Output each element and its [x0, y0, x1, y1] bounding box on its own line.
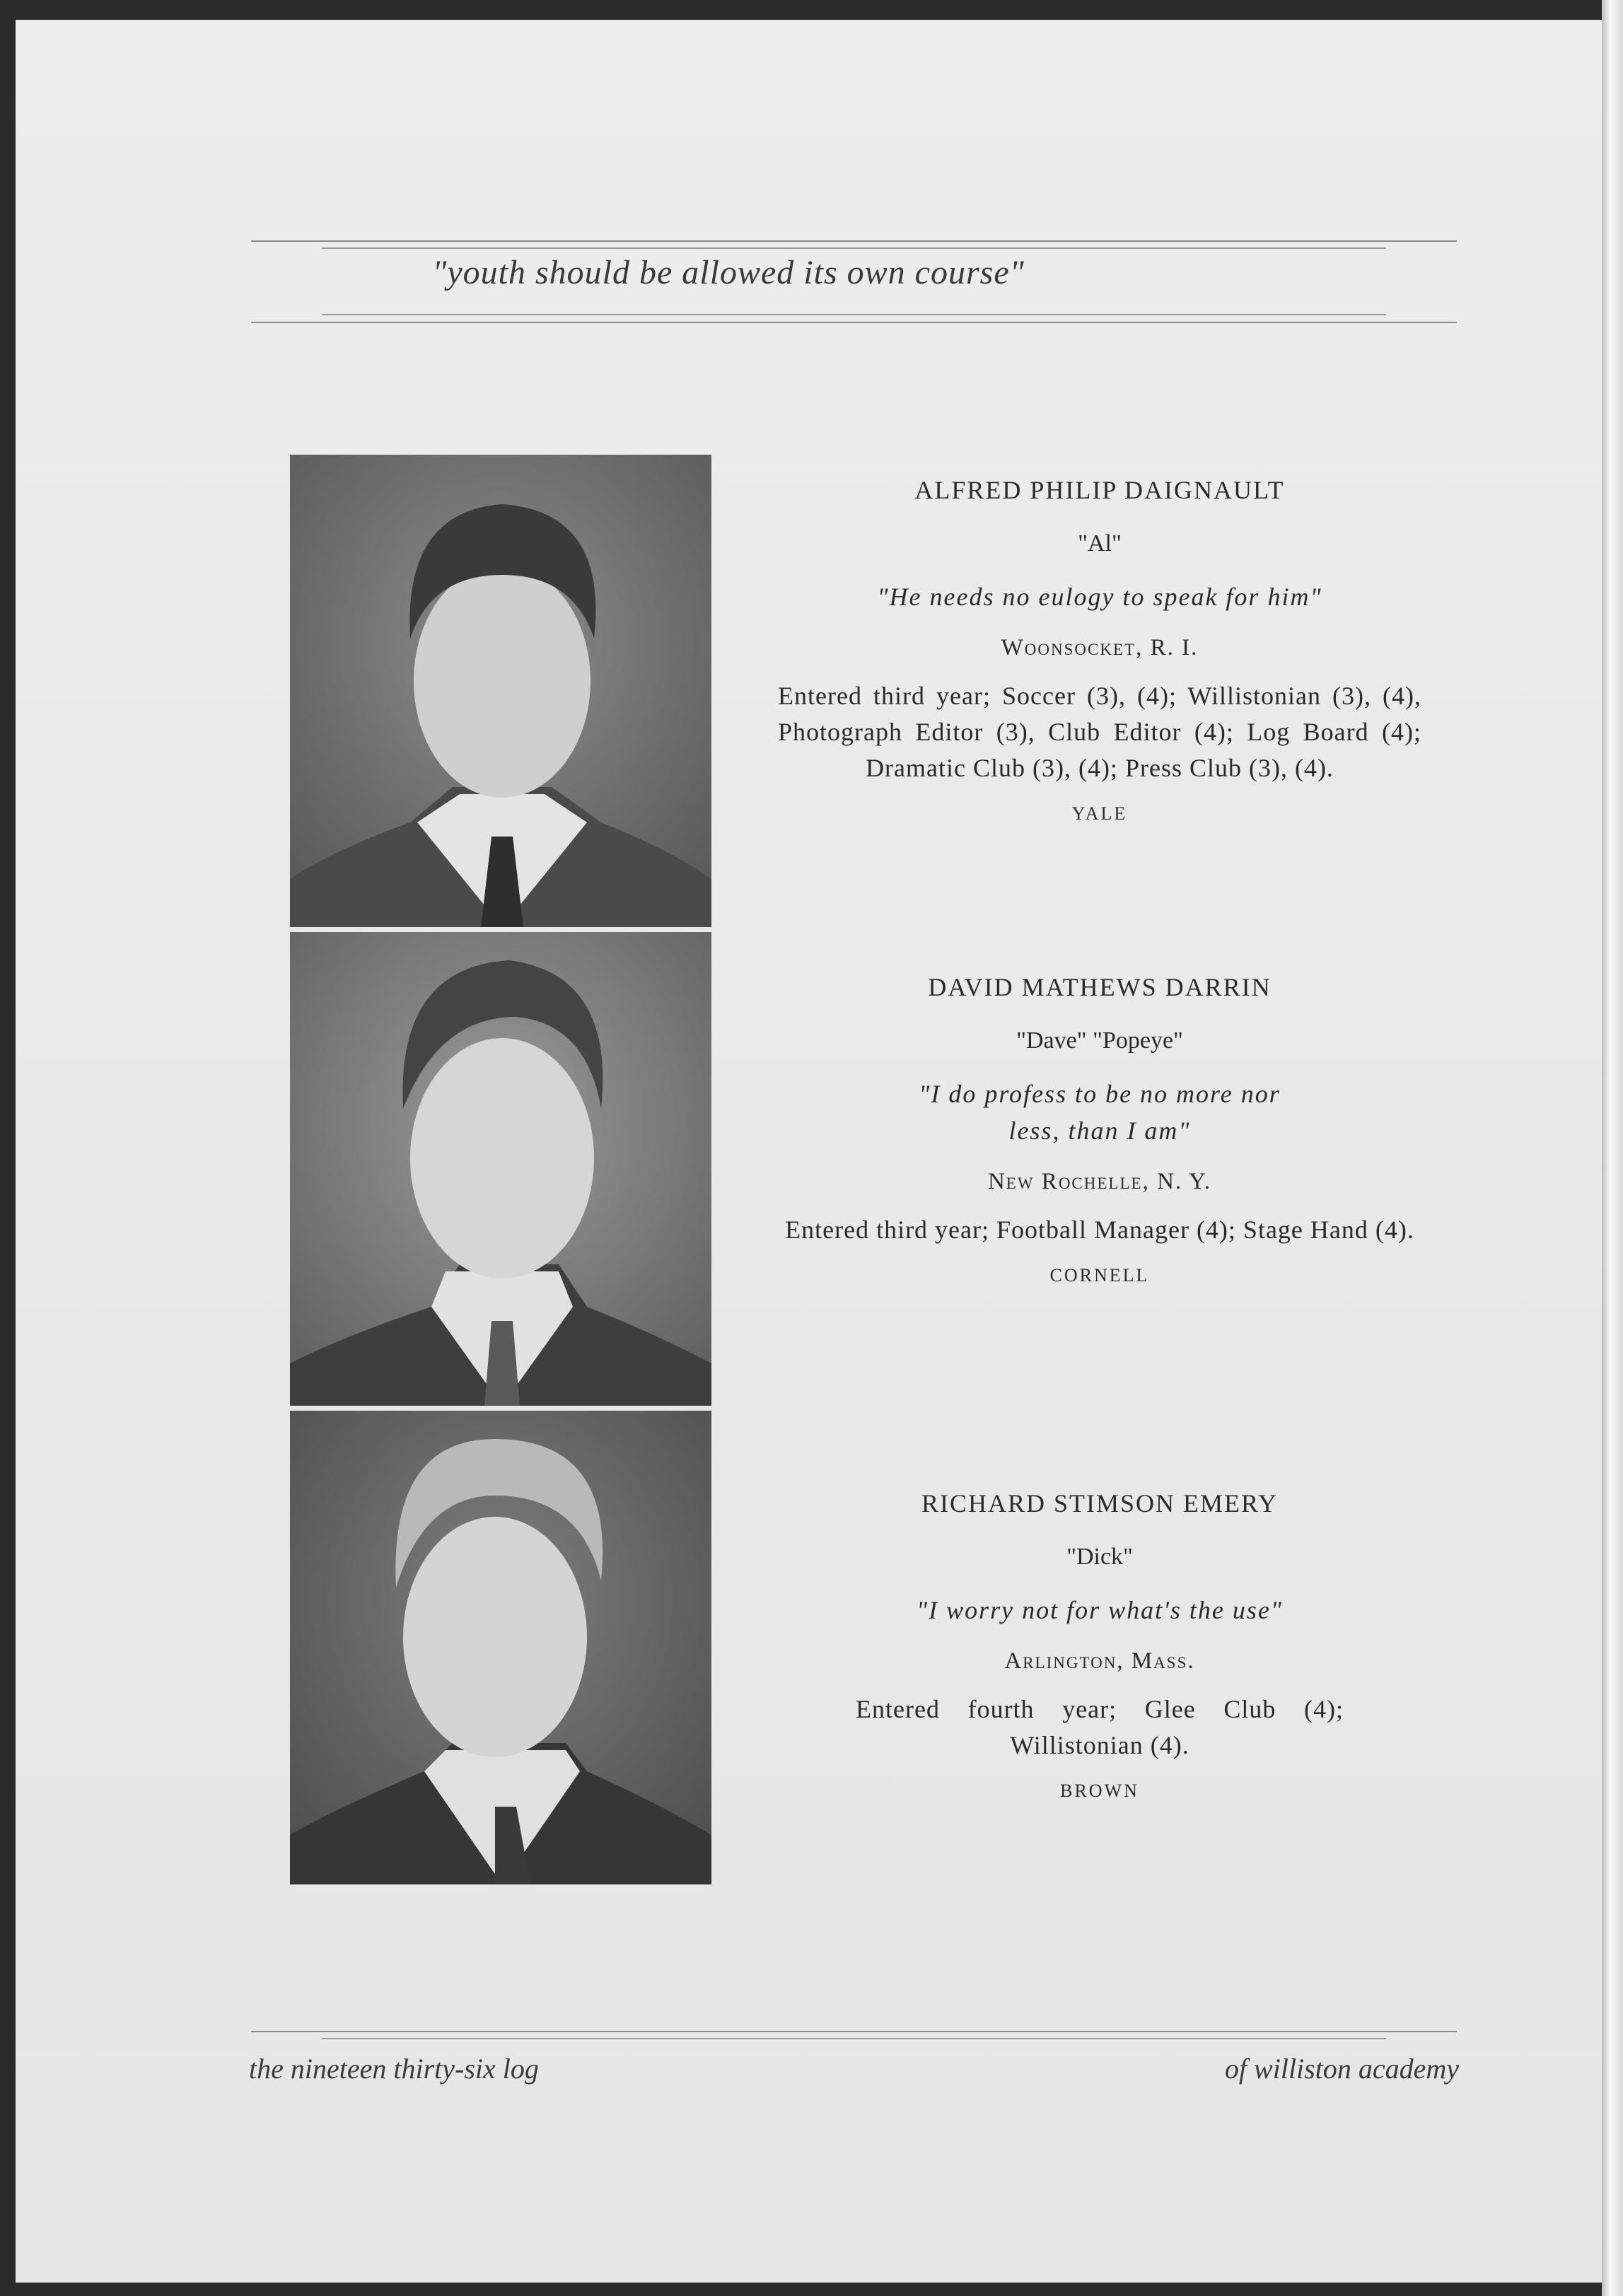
student-college: YALE — [1071, 803, 1128, 824]
student-record: Entered fourth year; Glee Club (4); Willistonian (4). — [856, 1695, 1344, 1759]
student-quote: "He needs no eulogy to speak for him" — [877, 583, 1322, 611]
portrait-photo — [290, 932, 711, 1406]
student-quote: "I do profess to be no more nor less, than I am" — [919, 1080, 1281, 1145]
student-entry — [778, 972, 1421, 1286]
student-name: ALFRED PHILIP DAIGNAULT — [914, 476, 1285, 504]
student-name: DAVID MATHEWS DARRIN — [928, 973, 1272, 1001]
student-nickname: "Dick" — [1066, 1544, 1133, 1570]
student-entry — [778, 1488, 1421, 1802]
student-entry — [778, 475, 1421, 824]
footer-log-title: the nineteen thirty-six log — [249, 2053, 539, 2085]
header-rule-bottom-inner — [322, 314, 1386, 315]
student-hometown: Arlington, Mass. — [1004, 1648, 1195, 1674]
student-quote: "I worry not for what's the use" — [917, 1596, 1283, 1624]
student-record: Entered third year; Soccer (3), (4); Willistonian (3), (4), Photograph Editor (3), Club Editor (4); Log Board (4); Dramatic Club (3), (4); Press Club (3), (4). — [778, 682, 1421, 782]
student-nickname: "Al" — [1078, 530, 1122, 556]
student-nickname: "Dave" "Popeye" — [1016, 1027, 1183, 1054]
student-record: Entered third year; Football Manager (4); Stage Hand (4). — [785, 1216, 1414, 1244]
student-college: BROWN — [1060, 1781, 1139, 1801]
student-college: CORNELL — [1049, 1265, 1150, 1286]
footer-rule-inner — [322, 2038, 1386, 2039]
student-hometown: Woonsocket, R. I. — [1001, 635, 1199, 660]
header-rule-top-inner — [322, 247, 1386, 249]
footer-rule-top — [251, 2031, 1457, 2032]
page-binding-edge — [1602, 0, 1623, 2296]
header-motto: "youth should be allowed its own course" — [432, 254, 1025, 291]
portrait-photo — [290, 455, 711, 927]
footer-school-name: of williston academy — [1224, 2053, 1459, 2085]
student-name: RICHARD STIMSON EMERY — [921, 1489, 1279, 1517]
header-rule-top — [251, 240, 1457, 242]
portrait-photo — [290, 1411, 711, 1884]
student-hometown: New Rochelle, N. Y. — [987, 1169, 1212, 1194]
header-rule-bottom — [251, 322, 1457, 323]
